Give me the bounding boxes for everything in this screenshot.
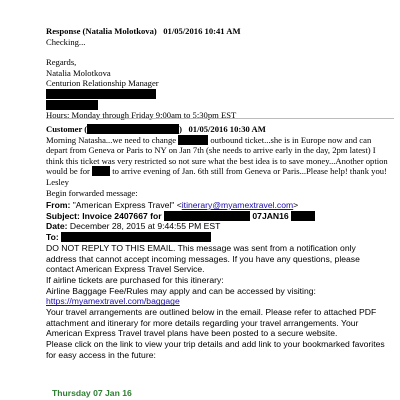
- section-divider: [46, 118, 394, 119]
- response-hours: Hours: Monday through Friday 9:00am to 5:30pm EST: [46, 110, 237, 121]
- email-airline-tickets: If airline tickets are purchased for this itinerary:: [46, 274, 224, 285]
- redaction-bar: [46, 89, 156, 99]
- response-regards: Regards,: [46, 57, 77, 68]
- email-date: [46, 221, 388, 232]
- email-subject-value: Invoice 2407667 for: [82, 210, 162, 221]
- redaction-bar: [92, 166, 110, 176]
- baggage-link[interactable]: https://myamextravel.com/baggage: [46, 296, 180, 307]
- customer-message-part: to arrive evening of Jan. 6th still from Geneva or Paris...Please help! thank you! Lesley: [46, 166, 387, 187]
- email-subject-label: Subject:: [46, 210, 83, 221]
- redaction-bar: [87, 124, 179, 134]
- email-subject-suffix: 07JAN16: [252, 210, 289, 221]
- response-header-label: Response (Natalia Molotkova): [46, 26, 157, 36]
- forwarded-email-block: [46, 200, 388, 361]
- forwarded-label: Begin forwarded message:: [46, 187, 138, 198]
- customer-message: [46, 135, 394, 188]
- email-baggage: Airline Baggage Fee/Rules may apply and can be accessed by visiting:: [46, 285, 316, 296]
- response-block: [46, 26, 394, 121]
- response-signature-title: Centurion Relationship Manager: [46, 78, 159, 89]
- response-body: Checking...: [46, 36, 86, 47]
- email-to-label: To:: [46, 232, 62, 243]
- redaction-bar: [164, 211, 250, 221]
- customer-header-date: 01/05/2016 10:30 AM: [188, 124, 266, 134]
- redacted-line: [46, 100, 394, 111]
- spacer: [46, 47, 394, 57]
- redaction-bar: [61, 232, 211, 242]
- redacted-line: [46, 89, 394, 100]
- email-from: [46, 200, 388, 211]
- redaction-bar: [291, 211, 315, 221]
- footer-date: Thursday 07 Jan 16: [52, 388, 132, 398]
- redaction-bar: [178, 135, 208, 145]
- email-from-close: >: [293, 200, 299, 210]
- customer-header: [46, 124, 394, 135]
- customer-header-label-start: Customer (: [46, 124, 88, 134]
- customer-message-part: outbound ticket...she is in Europe now and can depart from Geneva or Paris to NY on Jan 7th (she needs to arrive early in the day, 2pm latest) I think this ticket was very restricted so not sure what the best idea is to save money...Another option would be for: [46, 134, 388, 177]
- customer-header-label-end: ): [179, 124, 183, 134]
- customer-message-part: Morning Natasha...we need to change: [46, 134, 177, 145]
- email-outlined: Your travel arrangements are outlined below in the email. Please refer to attached PDF attachment and itinerary for more details regarding your travel arrangements. Your American Express Travel travel plans have been posted to a secure website.: [46, 307, 377, 339]
- email-date-label: Date:: [46, 221, 70, 232]
- email-click: Please click on the link to view your trip details and add link to your bookmarked favorites for easy access in the future:: [46, 339, 385, 360]
- email-from-label: From:: [46, 200, 73, 210]
- response-header: [46, 26, 394, 37]
- email-to: [46, 232, 388, 243]
- redaction-bar: [46, 100, 98, 110]
- email-from-value: "American Express Travel" <: [72, 200, 182, 210]
- response-header-date: 01/05/2016 10:41 AM: [163, 26, 241, 36]
- email-date-value: December 28, 2015 at 9:44:55 PM EST: [69, 221, 221, 232]
- customer-block: [46, 124, 394, 198]
- response-signature-name: Natalia Molotkova: [46, 67, 111, 78]
- email-subject: [46, 211, 388, 222]
- email-notice: DO NOT REPLY TO THIS EMAIL. This message was sent from a notification only address that cannot accept incoming messages. If you have any questions, please contact American Express Travel Service.: [46, 242, 360, 275]
- email-from-address-link[interactable]: itinerary@myamextravel.com: [181, 200, 294, 210]
